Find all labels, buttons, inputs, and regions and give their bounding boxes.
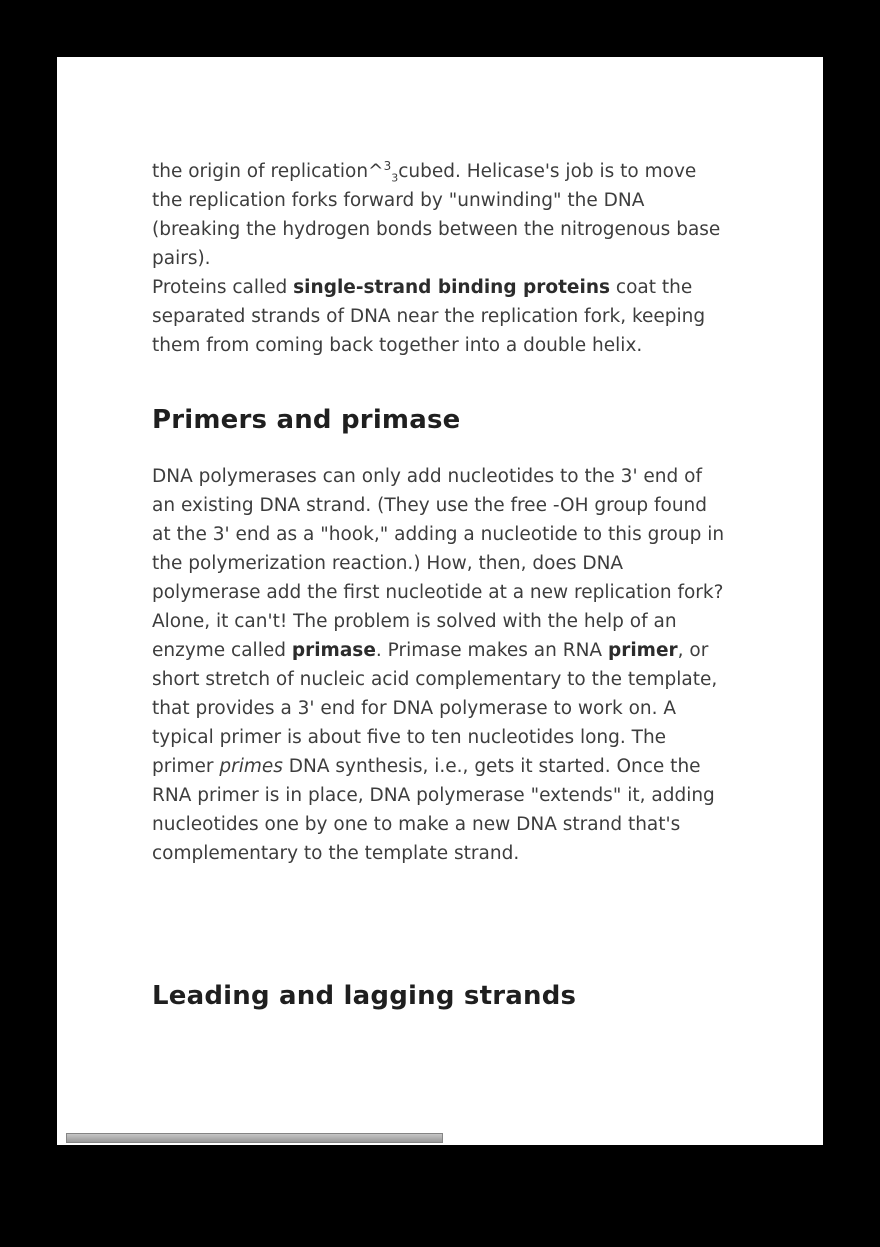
term-single-strand-binding-proteins: single-strand binding proteins bbox=[293, 277, 611, 298]
text-segment: DNA synthesis, i.e., gets it started. Once the RNA primer is in place, DNA polymerase "extends" it, adding nucleotides one by one to make a new DNA strand that's complementary to the template strand. bbox=[152, 756, 715, 864]
term-primer: primer bbox=[607, 640, 678, 661]
paragraph-primase bbox=[152, 607, 728, 868]
text-segment: coat the separated strands of DNA near the replication fork, keeping them from coming back together into a double helix. bbox=[152, 277, 706, 356]
text-segment: cubed. Helicase's job is to move the replication forks forward by "unwinding" the DNA (breaking the hydrogen bonds between the nitrogenous base pairs). bbox=[152, 161, 721, 269]
text-segment: Alone, it can't! The problem is solved with the help of an enzyme called bbox=[152, 611, 677, 661]
text-segment: , or short stretch of nucleic acid complementary to the template, that provides a 3' end for DNA polymerase to work on. A typical primer is about five to ten nucleotides long. The primer bbox=[152, 640, 718, 777]
page-content bbox=[57, 57, 823, 1012]
paragraph-dna-polymerases: DNA polymerases can only add nucleotides to the 3' end of an existing DNA strand. (They use the free -OH group found at the 3' end as a "hook," adding a nucleotide to this group in the polymerization reaction.) How, then, does DNA polymerase add the first nucleotide at a new replication fork? bbox=[152, 466, 725, 603]
text-segment: Proteins called bbox=[152, 277, 294, 298]
text-segment: the origin of replication^ bbox=[152, 161, 384, 182]
superscript-footnote: 3 bbox=[383, 158, 392, 173]
emphasis-primes: primes bbox=[219, 756, 283, 777]
paragraph-helicase bbox=[152, 157, 728, 273]
document-page bbox=[57, 57, 823, 1145]
paragraph-ssb-proteins bbox=[152, 273, 728, 360]
partial-image-strip bbox=[66, 1133, 443, 1143]
subscript-footnote: 3 bbox=[391, 171, 399, 185]
heading-leading-and-lagging-strands: Leading and lagging strands bbox=[152, 981, 577, 1011]
heading-primers-and-primase: Primers and primase bbox=[152, 405, 461, 435]
term-primase: primase bbox=[291, 640, 376, 661]
text-segment: . Primase makes an RNA bbox=[375, 640, 608, 661]
